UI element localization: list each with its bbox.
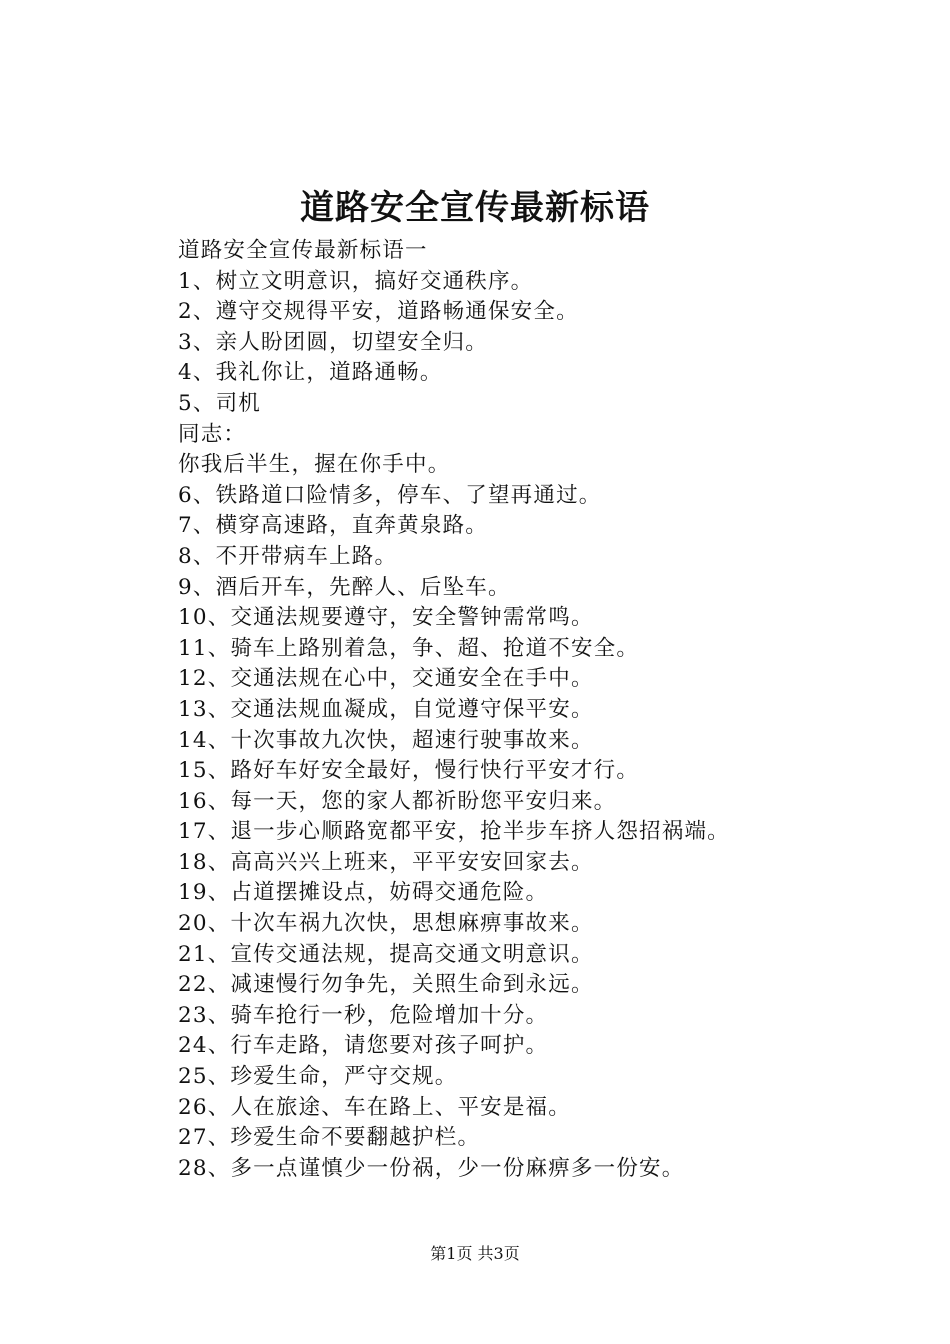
list-item: 18、高高兴兴上班来，平平安安回家去。 [178, 849, 594, 875]
list-item: 22、减速慢行勿争先，关照生命到永远。 [178, 972, 594, 998]
list-item: 你我后半生，握在你手中。 [178, 452, 451, 478]
list-item: 7、横穿高速路，直奔黄泉路。 [178, 513, 488, 539]
list-item: 13、交通法规血凝成，自觉遵守保平安。 [178, 696, 594, 722]
list-item: 19、占道摆摊设点，妨碍交通危险。 [178, 880, 549, 906]
list-item: 道路安全宣传最新标语一 [178, 238, 428, 263]
list-item: 20、十次车祸九次快，思想麻痹事故来。 [178, 911, 594, 937]
list-item: 28、多一点谨慎少一份祸，少一份麻痹多一份安。 [178, 1155, 685, 1181]
list-item: 2、遵守交规得平安，道路畅通保安全。 [178, 299, 579, 325]
page-footer: 第1页 共3页 [430, 1244, 520, 1263]
list-item: 8、不开带病车上路。 [178, 543, 398, 569]
list-item: 15、路好车好安全最好，慢行快行平安才行。 [178, 758, 640, 784]
list-item: 9、酒后开车，先醉人、后坠车。 [178, 574, 511, 600]
list-item: 同志： [178, 421, 247, 447]
list-item: 1、树立文明意识，搞好交通秩序。 [178, 268, 534, 294]
page-title: 道路安全宣传最新标语 [300, 188, 650, 228]
list-item: 17、退一步心顺路宽都平安，抢半步车挤人怨招祸端。 [178, 819, 730, 845]
list-item: 11、骑车上路别着急，争、超、抢道不安全。 [178, 635, 640, 661]
list-item: 6、铁路道口险情多，停车、了望再通过。 [178, 482, 602, 508]
list-item: 5、司机 [178, 390, 261, 416]
list-item: 12、交通法规在心中，交通安全在手中。 [178, 666, 594, 692]
list-item: 24、行车走路，请您要对孩子呵护。 [178, 1033, 549, 1059]
list-item: 14、十次事故九次快，超速行驶事故来。 [178, 727, 594, 753]
list-item: 26、人在旅途、车在路上、平安是福。 [178, 1094, 571, 1120]
list-item: 3、亲人盼团圆，切望安全归。 [178, 329, 488, 355]
slogan-list [178, 236, 898, 1215]
list-item: 25、珍爱生命，严守交规。 [178, 1064, 458, 1090]
list-item: 16、每一天，您的家人都祈盼您平安归来。 [178, 788, 617, 814]
list-item: 23、骑车抢行一秒，危险增加十分。 [178, 1002, 549, 1028]
list-item [178, 1184, 898, 1215]
list-item: 10、交通法规要遵守，安全警钟需常鸣。 [178, 605, 594, 631]
list-item: 27、珍爱生命不要翻越护栏。 [178, 1125, 481, 1151]
list-item: 4、我礼你让，道路通畅。 [178, 360, 443, 386]
list-item: 21、宣传交通法规，提高交通文明意识。 [178, 941, 594, 967]
